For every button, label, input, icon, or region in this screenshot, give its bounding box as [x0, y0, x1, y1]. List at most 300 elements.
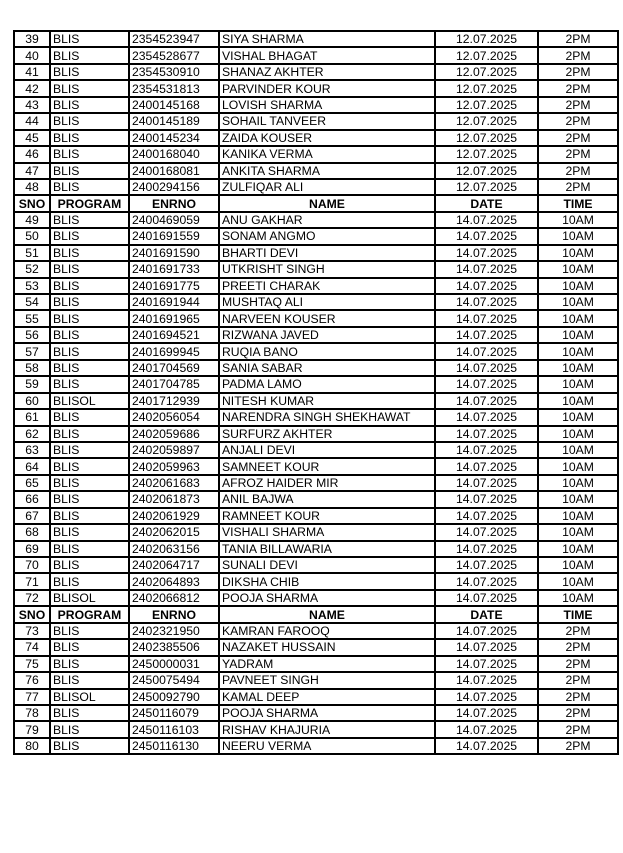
sno-cell: 43 [14, 97, 50, 113]
date-cell: 14.07.2025 [435, 360, 538, 376]
enrno-cell: 2401712939 [129, 393, 219, 409]
enrno-cell: 2402056054 [129, 409, 219, 425]
table-row [14, 146, 618, 162]
name-cell: LOVISH SHARMA [219, 97, 435, 113]
table-row [14, 278, 618, 294]
date-cell: 14.07.2025 [435, 508, 538, 524]
time-cell: 10AM [538, 393, 618, 409]
name-cell: KAMAL DEEP [219, 689, 435, 705]
program-cell: BLIS [50, 442, 129, 458]
time-cell: 10AM [538, 376, 618, 392]
sno-cell: 49 [14, 212, 50, 228]
time-cell: 10AM [538, 409, 618, 425]
time-cell: 2PM [538, 130, 618, 146]
table-row [14, 541, 618, 557]
program-cell: BLIS [50, 639, 129, 655]
sno-cell: 76 [14, 672, 50, 688]
time-cell: 10AM [538, 442, 618, 458]
program-cell: BLIS [50, 130, 129, 146]
sno-cell: 40 [14, 47, 50, 63]
sno-cell: 47 [14, 163, 50, 179]
program-cell: BLIS [50, 97, 129, 113]
program-cell: BLIS [50, 672, 129, 688]
program-cell: BLIS [50, 261, 129, 277]
time-cell: 10AM [538, 491, 618, 507]
time-cell: 10AM [538, 557, 618, 573]
time-cell: 10AM [538, 475, 618, 491]
time-cell: 10AM [538, 245, 618, 261]
schedule-table [13, 30, 619, 755]
name-cell: NARENDRA SINGH SHEKHAWAT [219, 409, 435, 425]
time-cell: 2PM [538, 705, 618, 721]
table-row [14, 409, 618, 425]
date-cell: 14.07.2025 [435, 541, 538, 557]
program-cell: BLIS [50, 409, 129, 425]
sno-cell: 65 [14, 475, 50, 491]
time-cell: 10AM [538, 573, 618, 589]
table-row [14, 130, 618, 146]
name-cell: AFROZ HAIDER MIR [219, 475, 435, 491]
program-cell: BLIS [50, 491, 129, 507]
name-cell: YADRAM [219, 656, 435, 672]
date-cell: 12.07.2025 [435, 64, 538, 80]
enrno-cell: 2402061929 [129, 508, 219, 524]
enrno-cell: 2402064717 [129, 557, 219, 573]
table-row [14, 639, 618, 655]
sno-cell: 62 [14, 426, 50, 442]
table-row [14, 360, 618, 376]
name-cell: SOHAIL TANVEER [219, 113, 435, 129]
time-cell: 2PM [538, 146, 618, 162]
sno-cell: 70 [14, 557, 50, 573]
column-header-program: PROGRAM [50, 195, 129, 211]
table-row [14, 228, 618, 244]
date-cell: 14.07.2025 [435, 491, 538, 507]
program-cell: BLIS [50, 573, 129, 589]
name-cell: PREETI CHARAK [219, 278, 435, 294]
program-cell: BLIS [50, 146, 129, 162]
date-cell: 14.07.2025 [435, 656, 538, 672]
program-cell: BLIS [50, 343, 129, 359]
enrno-cell: 2402059897 [129, 442, 219, 458]
program-cell: BLIS [50, 113, 129, 129]
time-cell: 2PM [538, 97, 618, 113]
date-cell: 14.07.2025 [435, 738, 538, 754]
column-header-enrno: ENRNO [129, 195, 219, 211]
enrno-cell: 2450116130 [129, 738, 219, 754]
date-cell: 14.07.2025 [435, 590, 538, 606]
program-cell: BLIS [50, 557, 129, 573]
name-cell: ANJALI DEVI [219, 442, 435, 458]
program-cell: BLIS [50, 327, 129, 343]
sno-cell: 64 [14, 458, 50, 474]
date-cell: 12.07.2025 [435, 146, 538, 162]
sno-cell: 42 [14, 80, 50, 96]
time-cell: 10AM [538, 360, 618, 376]
table-row [14, 212, 618, 228]
program-cell: BLIS [50, 376, 129, 392]
program-cell: BLIS [50, 524, 129, 540]
program-cell: BLIS [50, 656, 129, 672]
name-cell: SUNALI DEVI [219, 557, 435, 573]
enrno-cell: 2401691775 [129, 278, 219, 294]
name-cell: ANIL BAJWA [219, 491, 435, 507]
table-row [14, 458, 618, 474]
name-cell: KANIKA VERMA [219, 146, 435, 162]
name-cell: NEERU VERMA [219, 738, 435, 754]
time-cell: 2PM [538, 113, 618, 129]
sno-cell: 50 [14, 228, 50, 244]
name-cell: RAMNEET KOUR [219, 508, 435, 524]
enrno-cell: 2402385506 [129, 639, 219, 655]
table-row [14, 524, 618, 540]
table-row [14, 475, 618, 491]
date-cell: 12.07.2025 [435, 31, 538, 47]
table-row [14, 623, 618, 639]
table-row [14, 672, 618, 688]
enrno-cell: 2354523947 [129, 31, 219, 47]
sno-cell: 72 [14, 590, 50, 606]
header-row [14, 606, 618, 622]
time-cell: 2PM [538, 163, 618, 179]
time-cell: 10AM [538, 524, 618, 540]
program-cell: BLIS [50, 360, 129, 376]
time-cell: 2PM [538, 639, 618, 655]
enrno-cell: 2400294156 [129, 179, 219, 195]
enrno-cell: 2450092790 [129, 689, 219, 705]
name-cell: SIYA SHARMA [219, 31, 435, 47]
table-row [14, 64, 618, 80]
date-cell: 14.07.2025 [435, 343, 538, 359]
program-cell: BLIS [50, 228, 129, 244]
date-cell: 12.07.2025 [435, 113, 538, 129]
enrno-cell: 2401691590 [129, 245, 219, 261]
column-header-time: TIME [538, 195, 618, 211]
time-cell: 2PM [538, 656, 618, 672]
enrno-cell: 2354528677 [129, 47, 219, 63]
table-row [14, 179, 618, 195]
enrno-cell: 2400168040 [129, 146, 219, 162]
table-row [14, 705, 618, 721]
program-cell: BLIS [50, 475, 129, 491]
time-cell: 10AM [538, 426, 618, 442]
sno-cell: 71 [14, 573, 50, 589]
name-cell: TANIA BILLAWARIA [219, 541, 435, 557]
table-row [14, 573, 618, 589]
sno-cell: 74 [14, 639, 50, 655]
date-cell: 14.07.2025 [435, 442, 538, 458]
enrno-cell: 2401691944 [129, 294, 219, 310]
time-cell: 10AM [538, 590, 618, 606]
enrno-cell: 2402064893 [129, 573, 219, 589]
enrno-cell: 2402321950 [129, 623, 219, 639]
table-row [14, 294, 618, 310]
table-row [14, 738, 618, 754]
name-cell: VISHALI SHARMA [219, 524, 435, 540]
name-cell: RIZWANA JAVED [219, 327, 435, 343]
name-cell: RUQIA BANO [219, 343, 435, 359]
date-cell: 14.07.2025 [435, 409, 538, 425]
table-row [14, 163, 618, 179]
date-cell: 12.07.2025 [435, 47, 538, 63]
enrno-cell: 2450000031 [129, 656, 219, 672]
program-cell: BLIS [50, 179, 129, 195]
enrno-cell: 2400168081 [129, 163, 219, 179]
date-cell: 14.07.2025 [435, 475, 538, 491]
enrno-cell: 2401704569 [129, 360, 219, 376]
sno-cell: 63 [14, 442, 50, 458]
time-cell: 2PM [538, 64, 618, 80]
column-header-time: TIME [538, 606, 618, 622]
table-row [14, 656, 618, 672]
program-cell: BLIS [50, 541, 129, 557]
time-cell: 10AM [538, 541, 618, 557]
name-cell: POOJA SHARMA [219, 705, 435, 721]
table-row [14, 689, 618, 705]
sno-cell: 77 [14, 689, 50, 705]
enrno-cell: 2402061873 [129, 491, 219, 507]
column-header-date: DATE [435, 195, 538, 211]
date-cell: 14.07.2025 [435, 327, 538, 343]
program-cell: BLIS [50, 310, 129, 326]
table-row [14, 113, 618, 129]
enrno-cell: 2450116079 [129, 705, 219, 721]
program-cell: BLIS [50, 294, 129, 310]
sno-cell: 67 [14, 508, 50, 524]
table-row [14, 31, 618, 47]
program-cell: BLIS [50, 31, 129, 47]
table-row [14, 376, 618, 392]
enrno-cell: 2400145234 [129, 130, 219, 146]
table-row [14, 327, 618, 343]
date-cell: 14.07.2025 [435, 557, 538, 573]
sno-cell: 60 [14, 393, 50, 409]
sno-cell: 58 [14, 360, 50, 376]
enrno-cell: 2401691559 [129, 228, 219, 244]
time-cell: 2PM [538, 738, 618, 754]
sno-cell: 78 [14, 705, 50, 721]
name-cell: SURFURZ AKHTER [219, 426, 435, 442]
column-header-name: NAME [219, 606, 435, 622]
table-row [14, 261, 618, 277]
date-cell: 14.07.2025 [435, 426, 538, 442]
enrno-cell: 2400145189 [129, 113, 219, 129]
name-cell: ANU GAKHAR [219, 212, 435, 228]
date-cell: 14.07.2025 [435, 573, 538, 589]
program-cell: BLIS [50, 508, 129, 524]
date-cell: 12.07.2025 [435, 179, 538, 195]
time-cell: 10AM [538, 228, 618, 244]
sno-cell: 57 [14, 343, 50, 359]
enrno-cell: 2400469059 [129, 212, 219, 228]
time-cell: 2PM [538, 80, 618, 96]
table-row [14, 442, 618, 458]
date-cell: 12.07.2025 [435, 130, 538, 146]
sno-cell: 45 [14, 130, 50, 146]
sno-cell: 69 [14, 541, 50, 557]
column-header-date: DATE [435, 606, 538, 622]
time-cell: 2PM [538, 31, 618, 47]
time-cell: 10AM [538, 508, 618, 524]
program-cell: BLIS [50, 212, 129, 228]
time-cell: 10AM [538, 327, 618, 343]
time-cell: 10AM [538, 343, 618, 359]
name-cell: VISHAL BHAGAT [219, 47, 435, 63]
time-cell: 2PM [538, 623, 618, 639]
program-cell: BLIS [50, 738, 129, 754]
enrno-cell: 2401694521 [129, 327, 219, 343]
date-cell: 14.07.2025 [435, 524, 538, 540]
enrno-cell: 2450116103 [129, 721, 219, 737]
enrno-cell: 2401704785 [129, 376, 219, 392]
date-cell: 14.07.2025 [435, 705, 538, 721]
sno-cell: 48 [14, 179, 50, 195]
name-cell: PADMA LAMO [219, 376, 435, 392]
sno-cell: 68 [14, 524, 50, 540]
enrno-cell: 2402062015 [129, 524, 219, 540]
time-cell: 10AM [538, 458, 618, 474]
enrno-cell: 2450075494 [129, 672, 219, 688]
table-row [14, 343, 618, 359]
enrno-cell: 2400145168 [129, 97, 219, 113]
enrno-cell: 2401691965 [129, 310, 219, 326]
name-cell: ANKITA SHARMA [219, 163, 435, 179]
sno-cell: 41 [14, 64, 50, 80]
enrno-cell: 2402063156 [129, 541, 219, 557]
sno-cell: 46 [14, 146, 50, 162]
program-cell: BLIS [50, 64, 129, 80]
date-cell: 14.07.2025 [435, 393, 538, 409]
name-cell: SONAM ANGMO [219, 228, 435, 244]
name-cell: DIKSHA CHIB [219, 573, 435, 589]
table-row [14, 80, 618, 96]
column-header-enrno: ENRNO [129, 606, 219, 622]
table-row [14, 491, 618, 507]
sno-cell: 73 [14, 623, 50, 639]
date-cell: 14.07.2025 [435, 376, 538, 392]
program-cell: BLIS [50, 278, 129, 294]
table-row [14, 245, 618, 261]
date-cell: 14.07.2025 [435, 245, 538, 261]
sno-cell: 39 [14, 31, 50, 47]
enrno-cell: 2354531813 [129, 80, 219, 96]
enrno-cell: 2402066812 [129, 590, 219, 606]
enrno-cell: 2401699945 [129, 343, 219, 359]
sno-cell: 44 [14, 113, 50, 129]
table-row [14, 310, 618, 326]
time-cell: 2PM [538, 179, 618, 195]
sno-cell: 51 [14, 245, 50, 261]
date-cell: 14.07.2025 [435, 639, 538, 655]
sno-cell: 55 [14, 310, 50, 326]
enrno-cell: 2402059963 [129, 458, 219, 474]
program-cell: BLIS [50, 721, 129, 737]
time-cell: 2PM [538, 672, 618, 688]
time-cell: 10AM [538, 278, 618, 294]
enrno-cell: 2401691733 [129, 261, 219, 277]
date-cell: 14.07.2025 [435, 310, 538, 326]
enrno-cell: 2354530910 [129, 64, 219, 80]
name-cell: PAVNEET SINGH [219, 672, 435, 688]
name-cell: UTKRISHT SINGH [219, 261, 435, 277]
name-cell: PARVINDER KOUR [219, 80, 435, 96]
program-cell: BLISOL [50, 393, 129, 409]
time-cell: 10AM [538, 310, 618, 326]
name-cell: SANIA SABAR [219, 360, 435, 376]
table-row [14, 426, 618, 442]
sno-cell: 53 [14, 278, 50, 294]
time-cell: 2PM [538, 721, 618, 737]
table-row [14, 47, 618, 63]
date-cell: 12.07.2025 [435, 163, 538, 179]
date-cell: 14.07.2025 [435, 721, 538, 737]
time-cell: 2PM [538, 47, 618, 63]
date-cell: 14.07.2025 [435, 212, 538, 228]
time-cell: 2PM [538, 689, 618, 705]
date-cell: 14.07.2025 [435, 689, 538, 705]
name-cell: MUSHTAQ ALI [219, 294, 435, 310]
name-cell: BHARTI DEVI [219, 245, 435, 261]
date-cell: 14.07.2025 [435, 278, 538, 294]
enrno-cell: 2402061683 [129, 475, 219, 491]
name-cell: ZAIDA KOUSER [219, 130, 435, 146]
time-cell: 10AM [538, 261, 618, 277]
date-cell: 14.07.2025 [435, 672, 538, 688]
time-cell: 10AM [538, 212, 618, 228]
table-row [14, 590, 618, 606]
sno-cell: 80 [14, 738, 50, 754]
program-cell: BLIS [50, 426, 129, 442]
header-row [14, 195, 618, 211]
date-cell: 14.07.2025 [435, 458, 538, 474]
date-cell: 14.07.2025 [435, 294, 538, 310]
name-cell: KAMRAN FAROOQ [219, 623, 435, 639]
program-cell: BLIS [50, 245, 129, 261]
date-cell: 12.07.2025 [435, 80, 538, 96]
program-cell: BLISOL [50, 590, 129, 606]
sno-cell: 56 [14, 327, 50, 343]
date-cell: 12.07.2025 [435, 97, 538, 113]
enrno-cell: 2402059686 [129, 426, 219, 442]
date-cell: 14.07.2025 [435, 261, 538, 277]
time-cell: 10AM [538, 294, 618, 310]
name-cell: NAZAKET HUSSAIN [219, 639, 435, 655]
name-cell: RISHAV KHAJURIA [219, 721, 435, 737]
sno-cell: 54 [14, 294, 50, 310]
program-cell: BLIS [50, 47, 129, 63]
program-cell: BLIS [50, 705, 129, 721]
sno-cell: 79 [14, 721, 50, 737]
name-cell: ZULFIQAR ALI [219, 179, 435, 195]
schedule-table-body [14, 31, 618, 754]
name-cell: POOJA SHARMA [219, 590, 435, 606]
sno-cell: 66 [14, 491, 50, 507]
column-header-name: NAME [219, 195, 435, 211]
table-row [14, 97, 618, 113]
sno-cell: 59 [14, 376, 50, 392]
name-cell: NITESH KUMAR [219, 393, 435, 409]
date-cell: 14.07.2025 [435, 623, 538, 639]
program-cell: BLISOL [50, 689, 129, 705]
table-row [14, 557, 618, 573]
column-header-sno: SNO [14, 195, 50, 211]
sno-cell: 75 [14, 656, 50, 672]
date-cell: 14.07.2025 [435, 228, 538, 244]
name-cell: NARVEEN KOUSER [219, 310, 435, 326]
name-cell: SHANAZ AKHTER [219, 64, 435, 80]
table-row [14, 393, 618, 409]
program-cell: BLIS [50, 163, 129, 179]
